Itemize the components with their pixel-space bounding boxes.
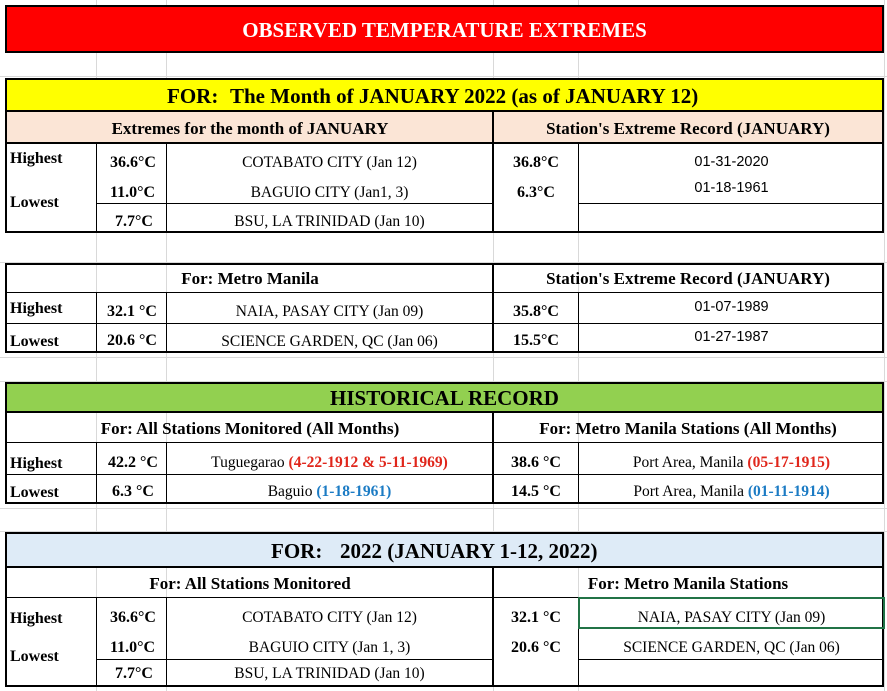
year-lowest-station: BAGUIO CITY (Jan 1, 3) [248, 639, 411, 656]
historical-lowest-label: Lowest [10, 484, 59, 501]
page-title: OBSERVED TEMPERATURE EXTREMES [242, 18, 647, 42]
year-highest-value: 36.6°C [110, 609, 156, 626]
historical-highest-label: Highest [10, 455, 63, 472]
metro-highest-station: NAIA, PASAY CITY (Jan 09) [235, 303, 424, 320]
year-heading: 2022 (JANUARY 1-12, 2022) [340, 539, 598, 563]
metro-highest-label: Highest [10, 300, 63, 317]
historical-highest-value: 42.2 °C [108, 454, 158, 471]
year-left-header: For: All Stations Monitored [149, 574, 351, 593]
historical-mm-highest-date: (05-17-1915) [747, 454, 831, 471]
year-mm-lowest-station: SCIENCE GARDEN, QC (Jan 06) [623, 639, 840, 656]
historical-mm-lowest-station-name: Port Area, Manila [633, 483, 744, 500]
historical-highest-station-name: Tuguegarao [211, 454, 285, 471]
month-highest-value: 36.6°C [110, 154, 156, 171]
historical-highest-dates: (4-22-1912 & 5-11-1969) [288, 454, 448, 471]
metro-right-header: Station's Extreme Record (JANUARY) [546, 269, 830, 288]
year-right-header: For: Metro Manila Stations [587, 574, 789, 593]
month-heading: The Month of JANUARY 2022 (as of JANUARY 12) [230, 84, 699, 108]
month-highest-station: COTABATO CITY (Jan 12) [242, 154, 417, 171]
historical-lowest-station [167, 484, 492, 500]
metro-record-low-value: 15.5°C [513, 332, 559, 349]
historical-highest-station [167, 455, 492, 471]
metro-left-header: For: Metro Manila [181, 269, 319, 288]
historical-mm-highest-value: 38.6 °C [511, 454, 561, 471]
month-lowest-value: 11.0°C [110, 184, 156, 201]
year-mm-highest-station: NAIA, PASAY CITY (Jan 09) [637, 609, 826, 626]
month-heading-prefix: FOR: [167, 84, 219, 108]
year-lowest2-station: BSU, LA TRINIDAD (Jan 10) [234, 665, 425, 682]
year-lowest-label: Lowest [10, 648, 59, 665]
month-record-high-date: 01-31-2020 [694, 154, 769, 170]
historical-mm-highest-station [579, 455, 884, 471]
historical-lowest-value: 6.3 °C [112, 483, 154, 500]
month-lowest-label: Lowest [10, 194, 59, 211]
metro-highest-value: 32.1 °C [107, 303, 157, 320]
month-right-header: Station's Extreme Record (JANUARY) [546, 119, 830, 138]
historical-mm-highest-station-name: Port Area, Manila [632, 454, 744, 471]
historical-mm-lowest-date: (01-11-1914) [747, 483, 830, 500]
month-record-low-date: 01-18-1961 [694, 180, 769, 196]
historical-mm-lowest-station [579, 484, 884, 500]
metro-lowest-label: Lowest [10, 333, 59, 350]
historical-mm-lowest-value: 14.5 °C [511, 483, 561, 500]
year-mm-lowest-value: 20.6 °C [511, 639, 561, 656]
metro-lowest-station: SCIENCE GARDEN, QC (Jan 06) [221, 333, 438, 350]
month-lowest2-value: 7.7°C [115, 213, 153, 230]
year-highest-label: Highest [10, 610, 63, 627]
historical-right-header: For: Metro Manila Stations (All Months) [539, 419, 837, 438]
year-mm-highest-value: 32.1 °C [511, 609, 561, 626]
metro-record-high-date: 01-07-1989 [694, 299, 769, 315]
month-record-low-value: 6.3°C [517, 184, 555, 201]
year-lowest-value: 11.0°C [110, 639, 156, 656]
month-lowest-station: BAGUIO CITY (Jan1, 3) [250, 184, 409, 201]
historical-left-header: For: All Stations Monitored (All Months) [100, 419, 400, 438]
year-highest-station: COTABATO CITY (Jan 12) [242, 609, 417, 626]
month-highest-label: Highest [10, 150, 63, 167]
historical-lowest-dates: (1-18-1961) [316, 483, 392, 500]
metro-record-high-value: 35.8°C [513, 303, 559, 320]
month-record-high-value: 36.8°C [513, 154, 559, 171]
month-lowest2-station: BSU, LA TRINIDAD (Jan 10) [234, 213, 425, 230]
historical-heading: HISTORICAL RECORD [330, 386, 559, 410]
year-heading-prefix: FOR: [271, 539, 323, 563]
metro-lowest-value: 20.6 °C [107, 332, 157, 349]
month-left-header: Extremes for the month of JANUARY [111, 119, 389, 138]
metro-record-low-date: 01-27-1987 [694, 329, 769, 345]
year-lowest2-value: 7.7°C [115, 665, 153, 682]
historical-lowest-station-name: Baguio [267, 483, 313, 500]
